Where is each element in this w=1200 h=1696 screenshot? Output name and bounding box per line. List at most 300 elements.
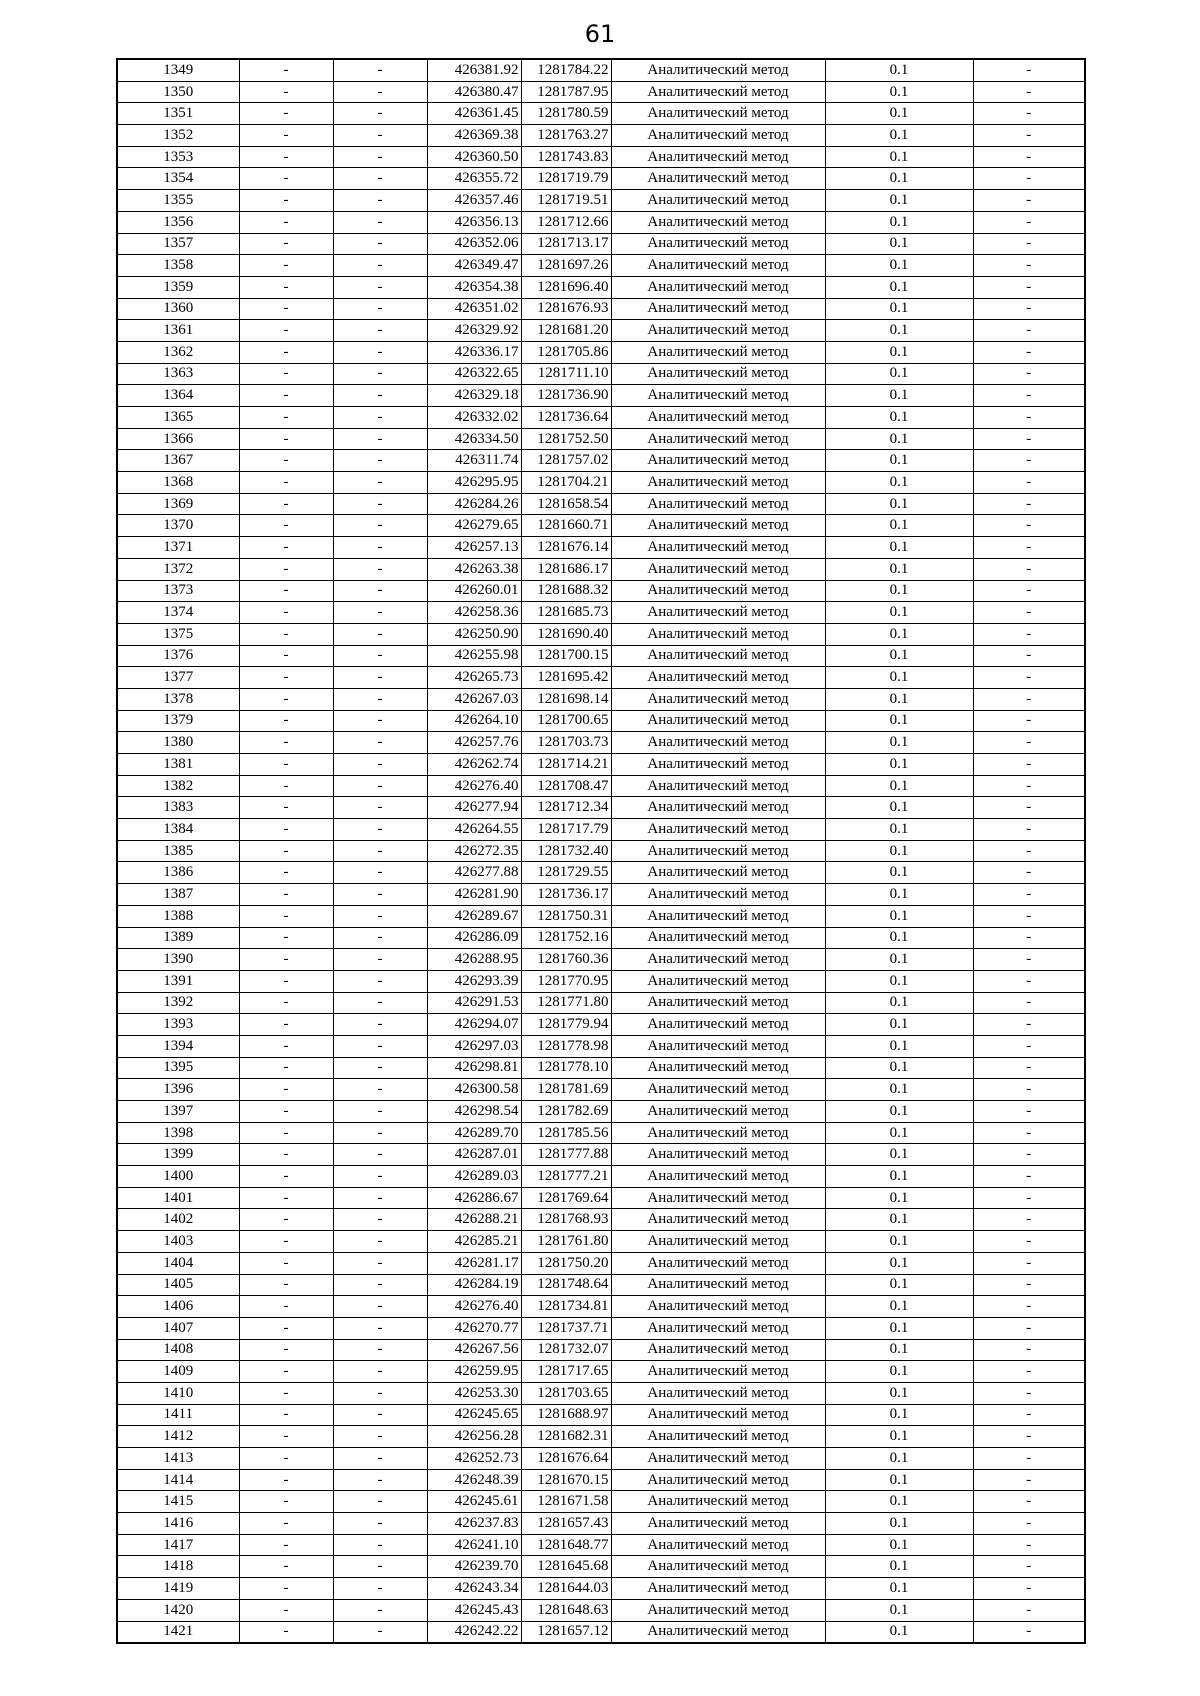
table-row [117, 59, 1085, 81]
y-coordinate-cell: 1281717.79 [521, 819, 611, 841]
note-cell: - [973, 211, 1085, 233]
note-cell: - [973, 558, 1085, 580]
dash-cell: - [239, 1578, 333, 1600]
y-coordinate-cell: 1281770.95 [521, 970, 611, 992]
y-coordinate-cell: 1281763.27 [521, 125, 611, 147]
table-row [117, 1621, 1085, 1643]
y-coordinate-cell: 1281777.88 [521, 1144, 611, 1166]
method-cell: Аналитический метод [611, 428, 825, 450]
y-coordinate-cell: 1281784.22 [521, 59, 611, 81]
note-cell: - [973, 1209, 1085, 1231]
x-coordinate-cell: 426295.95 [427, 472, 521, 494]
dash-cell: - [333, 450, 427, 472]
table-row [117, 1491, 1085, 1513]
point-number-cell: 1418 [117, 1556, 239, 1578]
method-cell: Аналитический метод [611, 1339, 825, 1361]
note-cell: - [973, 1534, 1085, 1556]
dash-cell: - [239, 1231, 333, 1253]
method-cell: Аналитический метод [611, 1079, 825, 1101]
precision-cell: 0.1 [825, 992, 973, 1014]
table-row [117, 81, 1085, 103]
dash-cell: - [333, 515, 427, 537]
precision-cell: 0.1 [825, 797, 973, 819]
method-cell: Аналитический метод [611, 1057, 825, 1079]
dash-cell: - [239, 385, 333, 407]
y-coordinate-cell: 1281704.21 [521, 472, 611, 494]
precision-cell: 0.1 [825, 1101, 973, 1123]
y-coordinate-cell: 1281750.20 [521, 1252, 611, 1274]
point-number-cell: 1412 [117, 1426, 239, 1448]
x-coordinate-cell: 426239.70 [427, 1556, 521, 1578]
method-cell: Аналитический метод [611, 168, 825, 190]
dash-cell: - [333, 905, 427, 927]
precision-cell: 0.1 [825, 233, 973, 255]
x-coordinate-cell: 426264.10 [427, 710, 521, 732]
point-number-cell: 1406 [117, 1296, 239, 1318]
table-row [117, 775, 1085, 797]
x-coordinate-cell: 426300.58 [427, 1079, 521, 1101]
precision-cell: 0.1 [825, 1404, 973, 1426]
precision-cell: 0.1 [825, 580, 973, 602]
y-coordinate-cell: 1281660.71 [521, 515, 611, 537]
y-coordinate-cell: 1281729.55 [521, 862, 611, 884]
table-row [117, 493, 1085, 515]
point-number-cell: 1392 [117, 992, 239, 1014]
point-number-cell: 1402 [117, 1209, 239, 1231]
x-coordinate-cell: 426270.77 [427, 1317, 521, 1339]
note-cell: - [973, 754, 1085, 776]
dash-cell: - [333, 103, 427, 125]
table-row [117, 146, 1085, 168]
point-number-cell: 1390 [117, 949, 239, 971]
x-coordinate-cell: 426253.30 [427, 1382, 521, 1404]
dash-cell: - [333, 146, 427, 168]
note-cell: - [973, 1296, 1085, 1318]
precision-cell: 0.1 [825, 1079, 973, 1101]
point-number-cell: 1419 [117, 1578, 239, 1600]
dash-cell: - [239, 1252, 333, 1274]
method-cell: Аналитический метод [611, 1252, 825, 1274]
dash-cell: - [333, 1513, 427, 1535]
precision-cell: 0.1 [825, 688, 973, 710]
dash-cell: - [239, 1534, 333, 1556]
note-cell: - [973, 537, 1085, 559]
dash-cell: - [239, 1317, 333, 1339]
table-row [117, 710, 1085, 732]
y-coordinate-cell: 1281671.58 [521, 1491, 611, 1513]
x-coordinate-cell: 426287.01 [427, 1144, 521, 1166]
x-coordinate-cell: 426277.94 [427, 797, 521, 819]
coordinates-table-body [117, 59, 1085, 1643]
point-number-cell: 1353 [117, 146, 239, 168]
dash-cell: - [333, 363, 427, 385]
method-cell: Аналитический метод [611, 1122, 825, 1144]
x-coordinate-cell: 426354.38 [427, 276, 521, 298]
dash-cell: - [333, 1448, 427, 1470]
x-coordinate-cell: 426336.17 [427, 341, 521, 363]
dash-cell: - [333, 233, 427, 255]
table-row [117, 819, 1085, 841]
x-coordinate-cell: 426355.72 [427, 168, 521, 190]
table-row [117, 905, 1085, 927]
note-cell: - [973, 819, 1085, 841]
x-coordinate-cell: 426288.21 [427, 1209, 521, 1231]
method-cell: Аналитический метод [611, 1556, 825, 1578]
y-coordinate-cell: 1281685.73 [521, 602, 611, 624]
x-coordinate-cell: 426298.81 [427, 1057, 521, 1079]
dash-cell: - [333, 255, 427, 277]
method-cell: Аналитический метод [611, 493, 825, 515]
x-coordinate-cell: 426289.67 [427, 905, 521, 927]
point-number-cell: 1397 [117, 1101, 239, 1123]
point-number-cell: 1407 [117, 1317, 239, 1339]
note-cell: - [973, 775, 1085, 797]
point-number-cell: 1393 [117, 1014, 239, 1036]
x-coordinate-cell: 426288.95 [427, 949, 521, 971]
precision-cell: 0.1 [825, 1599, 973, 1621]
point-number-cell: 1375 [117, 623, 239, 645]
precision-cell: 0.1 [825, 190, 973, 212]
y-coordinate-cell: 1281787.95 [521, 81, 611, 103]
x-coordinate-cell: 426357.46 [427, 190, 521, 212]
table-row [117, 949, 1085, 971]
x-coordinate-cell: 426245.61 [427, 1491, 521, 1513]
point-number-cell: 1368 [117, 472, 239, 494]
dash-cell: - [333, 970, 427, 992]
method-cell: Аналитический метод [611, 992, 825, 1014]
point-number-cell: 1380 [117, 732, 239, 754]
dash-cell: - [333, 580, 427, 602]
dash-cell: - [333, 797, 427, 819]
dash-cell: - [239, 1361, 333, 1383]
point-number-cell: 1408 [117, 1339, 239, 1361]
dash-cell: - [239, 840, 333, 862]
table-row [117, 407, 1085, 429]
dash-cell: - [333, 1187, 427, 1209]
method-cell: Аналитический метод [611, 211, 825, 233]
dash-cell: - [239, 970, 333, 992]
y-coordinate-cell: 1281697.26 [521, 255, 611, 277]
x-coordinate-cell: 426284.26 [427, 493, 521, 515]
point-number-cell: 1409 [117, 1361, 239, 1383]
dash-cell: - [333, 862, 427, 884]
dash-cell: - [333, 558, 427, 580]
y-coordinate-cell: 1281752.50 [521, 428, 611, 450]
x-coordinate-cell: 426311.74 [427, 450, 521, 472]
method-cell: Аналитический метод [611, 1404, 825, 1426]
dash-cell: - [333, 602, 427, 624]
dash-cell: - [239, 819, 333, 841]
x-coordinate-cell: 426265.73 [427, 667, 521, 689]
y-coordinate-cell: 1281648.77 [521, 1534, 611, 1556]
table-row [117, 233, 1085, 255]
x-coordinate-cell: 426255.98 [427, 645, 521, 667]
x-coordinate-cell: 426267.56 [427, 1339, 521, 1361]
method-cell: Аналитический метод [611, 125, 825, 147]
dash-cell: - [333, 1144, 427, 1166]
precision-cell: 0.1 [825, 407, 973, 429]
x-coordinate-cell: 426322.65 [427, 363, 521, 385]
note-cell: - [973, 320, 1085, 342]
precision-cell: 0.1 [825, 428, 973, 450]
dash-cell: - [239, 1014, 333, 1036]
precision-cell: 0.1 [825, 537, 973, 559]
table-row [117, 168, 1085, 190]
point-number-cell: 1411 [117, 1404, 239, 1426]
dash-cell: - [239, 710, 333, 732]
table-row [117, 688, 1085, 710]
y-coordinate-cell: 1281748.64 [521, 1274, 611, 1296]
table-row [117, 428, 1085, 450]
method-cell: Аналитический метод [611, 862, 825, 884]
note-cell: - [973, 992, 1085, 1014]
y-coordinate-cell: 1281779.94 [521, 1014, 611, 1036]
point-number-cell: 1352 [117, 125, 239, 147]
table-row [117, 1426, 1085, 1448]
y-coordinate-cell: 1281777.21 [521, 1166, 611, 1188]
x-coordinate-cell: 426245.65 [427, 1404, 521, 1426]
note-cell: - [973, 667, 1085, 689]
method-cell: Аналитический метод [611, 1599, 825, 1621]
y-coordinate-cell: 1281658.54 [521, 493, 611, 515]
dash-cell: - [239, 341, 333, 363]
y-coordinate-cell: 1281732.07 [521, 1339, 611, 1361]
x-coordinate-cell: 426360.50 [427, 146, 521, 168]
point-number-cell: 1413 [117, 1448, 239, 1470]
point-number-cell: 1386 [117, 862, 239, 884]
point-number-cell: 1351 [117, 103, 239, 125]
y-coordinate-cell: 1281785.56 [521, 1122, 611, 1144]
y-coordinate-cell: 1281734.81 [521, 1296, 611, 1318]
dash-cell: - [333, 1404, 427, 1426]
precision-cell: 0.1 [825, 1296, 973, 1318]
y-coordinate-cell: 1281645.68 [521, 1556, 611, 1578]
x-coordinate-cell: 426277.88 [427, 862, 521, 884]
y-coordinate-cell: 1281648.63 [521, 1599, 611, 1621]
x-coordinate-cell: 426243.34 [427, 1578, 521, 1600]
point-number-cell: 1417 [117, 1534, 239, 1556]
x-coordinate-cell: 426369.38 [427, 125, 521, 147]
method-cell: Аналитический метод [611, 688, 825, 710]
x-coordinate-cell: 426284.19 [427, 1274, 521, 1296]
dash-cell: - [239, 754, 333, 776]
table-row [117, 1382, 1085, 1404]
point-number-cell: 1394 [117, 1035, 239, 1057]
method-cell: Аналитический метод [611, 1448, 825, 1470]
method-cell: Аналитический метод [611, 1166, 825, 1188]
dash-cell: - [239, 1621, 333, 1643]
dash-cell: - [239, 81, 333, 103]
table-row [117, 1578, 1085, 1600]
y-coordinate-cell: 1281736.90 [521, 385, 611, 407]
dash-cell: - [239, 1122, 333, 1144]
x-coordinate-cell: 426352.06 [427, 233, 521, 255]
precision-cell: 0.1 [825, 1035, 973, 1057]
dash-cell: - [239, 992, 333, 1014]
precision-cell: 0.1 [825, 884, 973, 906]
x-coordinate-cell: 426267.03 [427, 688, 521, 710]
table-row [117, 1014, 1085, 1036]
point-number-cell: 1362 [117, 341, 239, 363]
y-coordinate-cell: 1281700.65 [521, 710, 611, 732]
method-cell: Аналитический метод [611, 341, 825, 363]
y-coordinate-cell: 1281698.14 [521, 688, 611, 710]
method-cell: Аналитический метод [611, 775, 825, 797]
note-cell: - [973, 1231, 1085, 1253]
method-cell: Аналитический метод [611, 949, 825, 971]
method-cell: Аналитический метод [611, 1317, 825, 1339]
x-coordinate-cell: 426356.13 [427, 211, 521, 233]
dash-cell: - [239, 125, 333, 147]
x-coordinate-cell: 426286.09 [427, 927, 521, 949]
precision-cell: 0.1 [825, 645, 973, 667]
note-cell: - [973, 341, 1085, 363]
dash-cell: - [333, 1578, 427, 1600]
table-row [117, 1166, 1085, 1188]
method-cell: Аналитический метод [611, 840, 825, 862]
method-cell: Аналитический метод [611, 1382, 825, 1404]
dash-cell: - [239, 905, 333, 927]
y-coordinate-cell: 1281708.47 [521, 775, 611, 797]
precision-cell: 0.1 [825, 472, 973, 494]
method-cell: Аналитический метод [611, 407, 825, 429]
point-number-cell: 1421 [117, 1621, 239, 1643]
x-coordinate-cell: 426329.92 [427, 320, 521, 342]
dash-cell: - [333, 1166, 427, 1188]
precision-cell: 0.1 [825, 667, 973, 689]
precision-cell: 0.1 [825, 298, 973, 320]
precision-cell: 0.1 [825, 775, 973, 797]
method-cell: Аналитический метод [611, 363, 825, 385]
dash-cell: - [333, 1599, 427, 1621]
point-number-cell: 1399 [117, 1144, 239, 1166]
note-cell: - [973, 81, 1085, 103]
y-coordinate-cell: 1281670.15 [521, 1469, 611, 1491]
note-cell: - [973, 797, 1085, 819]
note-cell: - [973, 1578, 1085, 1600]
dash-cell: - [239, 1166, 333, 1188]
method-cell: Аналитический метод [611, 905, 825, 927]
point-number-cell: 1382 [117, 775, 239, 797]
precision-cell: 0.1 [825, 1209, 973, 1231]
method-cell: Аналитический метод [611, 1534, 825, 1556]
method-cell: Аналитический метод [611, 1014, 825, 1036]
x-coordinate-cell: 426298.54 [427, 1101, 521, 1123]
dash-cell: - [333, 667, 427, 689]
dash-cell: - [239, 255, 333, 277]
method-cell: Аналитический метод [611, 558, 825, 580]
note-cell: - [973, 407, 1085, 429]
dash-cell: - [333, 1209, 427, 1231]
note-cell: - [973, 1144, 1085, 1166]
precision-cell: 0.1 [825, 1187, 973, 1209]
y-coordinate-cell: 1281682.31 [521, 1426, 611, 1448]
dash-cell: - [333, 754, 427, 776]
x-coordinate-cell: 426329.18 [427, 385, 521, 407]
dash-cell: - [333, 992, 427, 1014]
x-coordinate-cell: 426276.40 [427, 775, 521, 797]
table-row [117, 1252, 1085, 1274]
y-coordinate-cell: 1281700.15 [521, 645, 611, 667]
dash-cell: - [239, 1469, 333, 1491]
table-row [117, 125, 1085, 147]
note-cell: - [973, 905, 1085, 927]
method-cell: Аналитический метод [611, 1209, 825, 1231]
dash-cell: - [239, 276, 333, 298]
note-cell: - [973, 1556, 1085, 1578]
method-cell: Аналитический метод [611, 1621, 825, 1643]
page-number: 61 [584, 20, 616, 48]
precision-cell: 0.1 [825, 1057, 973, 1079]
note-cell: - [973, 515, 1085, 537]
method-cell: Аналитический метод [611, 472, 825, 494]
precision-cell: 0.1 [825, 819, 973, 841]
table-row [117, 1187, 1085, 1209]
dash-cell: - [239, 1556, 333, 1578]
dash-cell: - [333, 927, 427, 949]
point-number-cell: 1383 [117, 797, 239, 819]
table-row [117, 1599, 1085, 1621]
point-number-cell: 1356 [117, 211, 239, 233]
precision-cell: 0.1 [825, 710, 973, 732]
dash-cell: - [239, 233, 333, 255]
precision-cell: 0.1 [825, 1534, 973, 1556]
y-coordinate-cell: 1281705.86 [521, 341, 611, 363]
point-number-cell: 1401 [117, 1187, 239, 1209]
note-cell: - [973, 1187, 1085, 1209]
table-row [117, 1122, 1085, 1144]
y-coordinate-cell: 1281688.97 [521, 1404, 611, 1426]
dash-cell: - [333, 1317, 427, 1339]
y-coordinate-cell: 1281696.40 [521, 276, 611, 298]
note-cell: - [973, 190, 1085, 212]
note-cell: - [973, 1361, 1085, 1383]
table-row [117, 970, 1085, 992]
precision-cell: 0.1 [825, 927, 973, 949]
note-cell: - [973, 276, 1085, 298]
dash-cell: - [239, 515, 333, 537]
precision-cell: 0.1 [825, 146, 973, 168]
y-coordinate-cell: 1281657.43 [521, 1513, 611, 1535]
point-number-cell: 1357 [117, 233, 239, 255]
x-coordinate-cell: 426245.43 [427, 1599, 521, 1621]
note-cell: - [973, 1317, 1085, 1339]
dash-cell: - [333, 276, 427, 298]
method-cell: Аналитический метод [611, 385, 825, 407]
table-row [117, 1057, 1085, 1079]
table-row [117, 1556, 1085, 1578]
point-number-cell: 1405 [117, 1274, 239, 1296]
note-cell: - [973, 1166, 1085, 1188]
y-coordinate-cell: 1281703.73 [521, 732, 611, 754]
method-cell: Аналитический метод [611, 732, 825, 754]
table-row [117, 1209, 1085, 1231]
dash-cell: - [333, 645, 427, 667]
note-cell: - [973, 450, 1085, 472]
precision-cell: 0.1 [825, 1339, 973, 1361]
note-cell: - [973, 255, 1085, 277]
x-coordinate-cell: 426361.45 [427, 103, 521, 125]
dash-cell: - [333, 81, 427, 103]
dash-cell: - [239, 211, 333, 233]
x-coordinate-cell: 426264.55 [427, 819, 521, 841]
x-coordinate-cell: 426289.70 [427, 1122, 521, 1144]
note-cell: - [973, 688, 1085, 710]
dash-cell: - [333, 1534, 427, 1556]
dash-cell: - [333, 493, 427, 515]
point-number-cell: 1364 [117, 385, 239, 407]
dash-cell: - [239, 862, 333, 884]
